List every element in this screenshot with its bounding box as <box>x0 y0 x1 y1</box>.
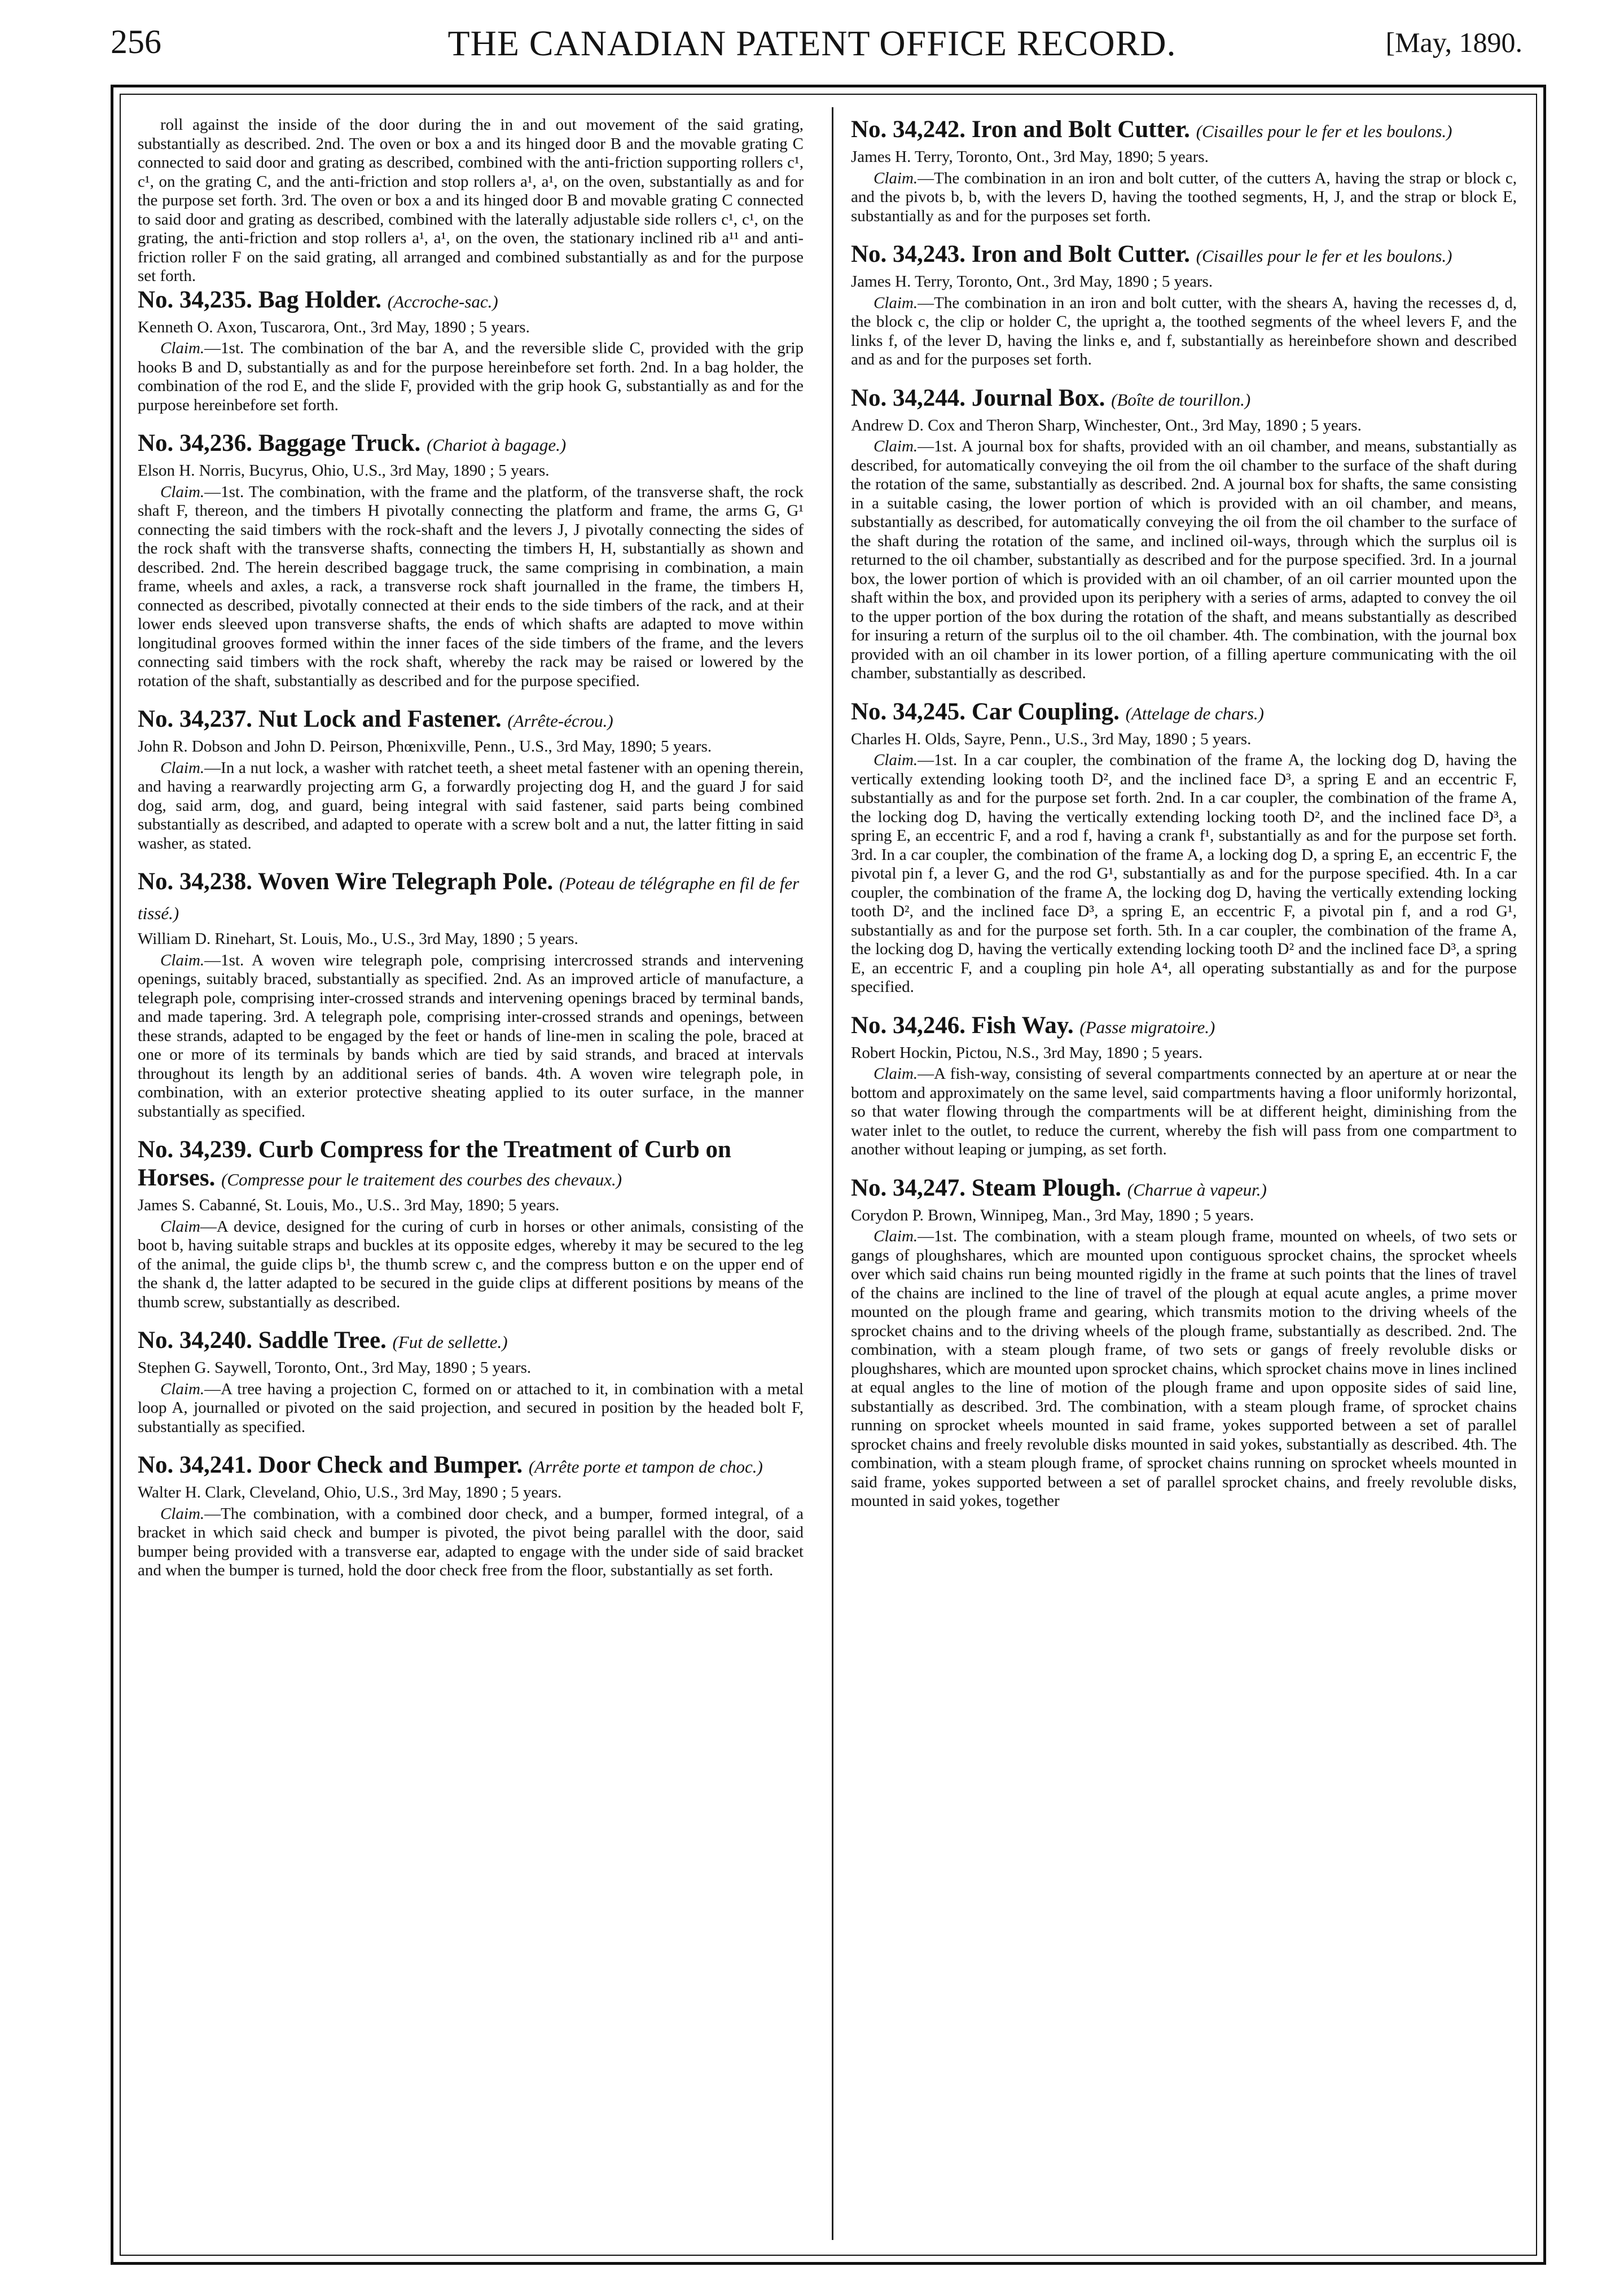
claim-text: —1st. A woven wire telegraph pole, comprising intercrossed strands and intervening openings, suitably braced, substantially as specified. 2nd. As an improved article of manufacture, a telegraph pole, comprising inter-crossed strands and intervening openings braced by terminal bands, and made tapering. 3rd. A telegraph pole, comprising inter-crossed strands and openings, between these strands, adapted to be engaged by the feet or hands of line-men in scaling the pole, braced at one or more of its terminals by bands which are tied by said strands, and braced at intervals throughout its length by an additional series of bands. 4th. A woven wire telegraph pole, in combination, with an exterior protective sheating applied to its outer surface, in the manner substantially as specified. <box>138 951 804 1121</box>
patent-inventor: William D. Rinehart, St. Louis, Mo., U.S., 3rd May, 1890 ; 5 years. <box>138 930 578 948</box>
patent-heading <box>138 429 804 459</box>
patent-heading <box>851 240 1517 270</box>
left-patent-list <box>138 286 804 1580</box>
patent-translation: (Fut de sellette.) <box>392 1332 508 1352</box>
patent-name: Iron and Bolt Cutter. <box>971 116 1190 143</box>
right-column <box>851 116 1517 2243</box>
patent-heading <box>851 116 1517 146</box>
claim-label: Claim. <box>874 1065 918 1083</box>
claim-text: —1st. The combination, with a steam plough frame, mounted on wheels, of two sets or gangs of ploughshares, which are mounted upon contiguous sprocket chains, the sprocket wheels over which said chains run being mounted rigidly in the frame at such points that the lines of travel of the chains are inclined to the line of travel of the plough at equal acute angles, a prime mover mounted on the plough frame and gearing, which transmits motion to the driving wheels of the sprocket chains and to the driving wheels of the plough frame, substantially as described. 2nd. The combination, with a steam plough frame, of two sets or gangs of freely revoluble disks or ploughshares, which are mounted upon sprocket chains, which sprocket chains move in lines inclined at equal angles to the line of motion of the plough frame and upon opposite sides of said line, substantially as described. 3rd. The combination, with a steam plough frame, of sprocket chains running on sprocket wheels mounted in said frame, yokes supported between a set of parallel sprocket chains and freely revoluble disks mounted in said yokes, substantially as described. 4th. The combination, with a steam plough frame, of sprocket chains running on sprocket wheels mounted in said frame, yokes supported between a set of parallel sprocket chains, and freely revoluble disks, mounted in said yokes, together <box>851 1227 1517 1510</box>
patent-entry <box>851 240 1517 370</box>
claim-text: —1st. A journal box for shafts, provided with an oil chamber, and means, substantially as described, for automatically conveying the oil from the oil chamber to the surface of the shaft during the rotation of the same, substantially as described. 2nd. A journal box for shafts, the same consisting in a suitable casing, the lower portion of which is provided with an oil chamber, and means, substantially as described, for automatically conveying the oil from the oil chamber to the surface of the shaft during the rotation of the same, and inclined oil-ways, through which the surplus oil is returned to the oil chamber, substantially as described and for the purpose specified. 3rd. In a journal box, the lower portion of which is provided with an oil chamber, of an oil carrier mounted upon the shaft within the box, and provided upon its periphery with a series of arms, adapted to convey the oil to the upper portion of the box during the rotation of the shaft, and means substantially as described for insuring a return of the surplus oil to the oil chamber. 4th. The combination, with the journal box provided with an oil chamber in its lower portion, of a filling aperture communicating with the oil chamber, substantially as described. <box>851 437 1517 682</box>
claim-text: —The combination, with a combined door check, and a bumper, formed integral, of a bracket in which said check and bumper is pivoted, the pivot being parallel with the door, said bumper being provided with a transverse ear, adapted to engage with the under side of said bracket and when the bumper is turned, hold the door check free from the floor, substantially as set forth. <box>138 1504 804 1579</box>
patent-entry <box>851 1174 1517 1511</box>
patent-name: Steam Plough. <box>971 1174 1121 1201</box>
patent-claim <box>138 483 804 691</box>
patent-entry <box>138 868 804 1121</box>
patent-entry <box>851 116 1517 226</box>
claim-label: Claim. <box>874 437 918 455</box>
patent-number: No. 34,246. <box>851 1012 966 1039</box>
claim-text: —A tree having a projection C, formed on or attached to it, in combination with a metal loop A, journalled or pivoted on the said projection, and secured in position by the headed bolt F, substantially as specified. <box>138 1380 804 1436</box>
patent-claim <box>851 751 1517 997</box>
claim-text: —A device, designed for the curing of curb in horses or other animals, consisting of the boot b, having suitable straps and buckles at its opposite edges, whereby it may be secured to the leg of the animal, the guide clips b¹, the thumb screw c, and the compress button e on the upper end of the shank d, the latter adapted to be secured in the guide clips at different positions by means of the thumb screw, substantially as described. <box>138 1217 804 1311</box>
patent-name: Car Coupling. <box>971 698 1120 725</box>
patent-claim <box>138 759 804 854</box>
patent-number: No. 34,244. <box>851 384 966 411</box>
patent-inventor: James S. Cabanné, St. Louis, Mo., U.S.. 3rd May, 1890; 5 years. <box>138 1196 560 1214</box>
patent-number: No. 34,240. <box>138 1327 253 1354</box>
patent-translation: (Boîte de tourillon.) <box>1111 389 1251 410</box>
patent-number: No. 34,243. <box>851 241 966 267</box>
claim-text: —In a nut lock, a washer with ratchet teeth, a sheet metal fastener with an opening therein, and having a rearwardly projecting arm G, a forwardly projecting dog H, and the guard J for said dog, said arm, dog, and guard, being integral with said fastener, said parts being combined substantially as described, and adapted to operate with a screw bolt and a nut, the latter fitting in said washer, as stated. <box>138 758 804 853</box>
patent-heading <box>851 698 1517 728</box>
patent-entry <box>138 429 804 691</box>
patent-translation: (Arrête-écrou.) <box>507 711 613 731</box>
left-column <box>138 116 804 2243</box>
claim-text: —The combination in an iron and bolt cutter, with the shears A, having the recesses d, d, the block c, the clip or holder C, the upright a, the toothed segments of the wheel levers F, and the links f, of the lever D, having the links e, and f, substantially as hereinbefore shown and described and as and for the purposes set forth. <box>851 293 1517 368</box>
patent-number: No. 34,242. <box>851 116 966 143</box>
claim-label: Claim. <box>160 758 205 777</box>
patent-number: No. 34,247. <box>851 1174 966 1201</box>
patent-translation: (Charrue à vapeur.) <box>1127 1179 1267 1200</box>
patent-translation: (Accroche-sac.) <box>387 291 498 311</box>
patent-claim <box>138 1218 804 1312</box>
patent-inventor: Elson H. Norris, Bucyrus, Ohio, U.S., 3rd May, 1890 ; 5 years. <box>138 462 550 480</box>
patent-heading <box>851 1174 1517 1204</box>
patent-number: No. 34,241. <box>138 1452 253 1478</box>
right-patent-list <box>851 116 1517 1511</box>
patent-name: Saddle Tree. <box>258 1327 387 1354</box>
claim-label: Claim. <box>160 482 205 501</box>
journal-title: THE CANADIAN PATENT OFFICE RECORD. <box>447 23 1177 63</box>
patent-translation: (Cisailles pour le fer et les boulons.) <box>1196 246 1452 266</box>
patent-number: No. 34,238. <box>138 868 253 895</box>
claim-label: Claim. <box>874 751 918 769</box>
claim-text: —1st. The combination, with the frame and the platform, of the transverse shaft, the rock shaft F, thereon, and the timbers H pivotally connecting the platform and frame, the arms G, G¹ connecting the said timbers with the rock-shaft and the levers J, J pivotally connecting the sides of the rock shaft with the transverse shafts, connecting the timbers H, H, substantially as shown and described. 2nd. The herein described baggage truck, the same comprising in combination, a main frame, wheels and axles, a rack, a transverse rock shaft journalled in the frame, the timbers H, connected as described, pivotally connected at their ends to the side timbers of the rack, and at their lower ends sleeved upon transverse shafts, the ends of which shafts are adapted to move within longitudinal grooves formed within the inner faces of the side timbers of the frame, and the levers connecting said timbers with the rock shaft, whereby the rack may be raised or lowered by the rotation of the shaft, substantially as described and for the purpose specified. <box>138 482 804 690</box>
patent-translation: (Arrête porte et tampon de choc.) <box>528 1457 763 1477</box>
column-divider <box>832 107 833 2240</box>
patent-claim <box>851 437 1517 683</box>
patent-claim <box>851 169 1517 226</box>
claim-label: Claim. <box>160 339 205 357</box>
patent-name: Baggage Truck. <box>258 430 421 456</box>
patent-inventor: Walter H. Clark, Cleveland, Ohio, U.S., 3rd May, 1890 ; 5 years. <box>138 1483 562 1501</box>
patent-number: No. 34,237. <box>138 706 253 732</box>
patent-inventor: Robert Hockin, Pictou, N.S., 3rd May, 1890 ; 5 years. <box>851 1043 1203 1062</box>
patent-entry <box>138 705 804 853</box>
patent-claim <box>851 1065 1517 1159</box>
patent-translation: (Compresse pour le traitement des courbes des chevaux.) <box>221 1170 622 1189</box>
patent-name: Bag Holder. <box>258 286 382 313</box>
patent-translation: (Poteau de télégraphe en fil de fer tissé.) <box>138 873 800 923</box>
patent-heading <box>851 384 1517 414</box>
patent-inventor: James H. Terry, Toronto, Ont., 3rd May, 1890 ; 5 years. <box>851 273 1213 291</box>
claim-label: Claim. <box>874 169 918 187</box>
claim-label: Claim. <box>160 951 205 969</box>
claim-text: —The combination in an iron and bolt cutter, of the cutters A, having the strap or block c, and the pivots b, b, with the levers D, having the toothed segments, H, J, and the strap or block E, substantially as and for the purposes set forth. <box>851 169 1517 225</box>
patent-claim <box>138 1505 804 1580</box>
patent-entry <box>851 384 1517 683</box>
patent-heading <box>138 1451 804 1481</box>
patent-heading <box>138 1327 804 1356</box>
patent-entry <box>851 698 1517 997</box>
patent-inventor: Corydon P. Brown, Winnipeg, Man., 3rd May, 1890 ; 5 years. <box>851 1206 1254 1224</box>
claim-text: —1st. The combination of the bar A, and the reversible slide C, provided with the grip hooks B and D, substantially as and for the purpose hereinbefore set forth. 2nd. In a bag holder, the combination of the rod E, and the slide F, provided with the grip hook G, substantially as and for the purpose hereinbefore set forth. <box>138 339 804 414</box>
patent-name: Iron and Bolt Cutter. <box>971 241 1190 267</box>
claim-text: —A fish-way, consisting of several compartments connected by an aperture at or near the bottom and approximately on the same level, said compartments having a floor uniformly horizontal, so that water flowing through the compartments will be at different height, diminishing from the water inlet to the outlet, to reduce the current, whereby the fish will pass from one compartment to another without leaping or jumping, as set forth. <box>851 1065 1517 1158</box>
patent-entry <box>138 286 804 415</box>
page-number: 256 <box>111 23 161 60</box>
patent-inventor: Andrew D. Cox and Theron Sharp, Winchester, Ont., 3rd May, 1890 ; 5 years. <box>851 416 1362 434</box>
patent-entry <box>138 1327 804 1437</box>
issue-date: [May, 1890. <box>1385 27 1522 58</box>
patent-inventor: Stephen G. Saywell, Toronto, Ont., 3rd May, 1890 ; 5 years. <box>138 1359 532 1377</box>
patent-name: Fish Way. <box>971 1012 1074 1039</box>
patent-heading <box>138 286 804 316</box>
claim-label: Claim. <box>160 1380 205 1398</box>
patent-claim <box>851 294 1517 370</box>
patent-translation: (Passe migratoire.) <box>1079 1017 1215 1037</box>
patent-number: No. 34,236. <box>138 430 253 456</box>
patent-name: Woven Wire Telegraph Pole. <box>258 868 554 895</box>
patent-heading <box>851 1012 1517 1042</box>
patent-inventor: John R. Dobson and John D. Peirson, Phœnixville, Penn., U.S., 3rd May, 1890; 5 years. <box>138 737 712 756</box>
patent-entry <box>138 1136 804 1312</box>
patent-claim <box>138 339 804 415</box>
claim-label: Claim. <box>160 1504 205 1523</box>
patent-name: Journal Box. <box>971 384 1105 411</box>
page-header <box>0 23 1624 68</box>
patent-name: Nut Lock and Fastener. <box>258 706 502 732</box>
claim-label: Claim <box>160 1217 200 1236</box>
patent-heading <box>138 705 804 735</box>
patent-claim <box>138 1380 804 1437</box>
patent-entry <box>851 1012 1517 1159</box>
patent-inventor: James H. Terry, Toronto, Ont., 3rd May, 1890; 5 years. <box>851 148 1209 166</box>
patent-number: No. 34,245. <box>851 698 966 725</box>
claim-label: Claim. <box>874 1227 918 1245</box>
continued-claim-text: roll against the inside of the door during the in and out movement of the said grating, substantially as described. 2nd. The oven or box a and its hinged door B and the movable grating C connected to said door and grating as described, combined with the anti-friction supporting rollers c¹, c¹, on the grating C, and the anti-friction and stop rollers a¹, a¹, on the oven, substantially as and for the purpose set forth. 3rd. The oven or box a and its hinged door B and movable grating C connected to said door and grating as described, combined with the laterally adjustable side rollers c¹, c¹, on the grating, the anti-friction and stop rollers a¹, a¹, on the oven, the stationary inclined rib a¹¹ and anti-friction roller F on the said grating, all arranged and combined substantially as and for the purpose set forth. <box>138 116 804 285</box>
patent-translation: (Chariot à bagage.) <box>427 435 567 455</box>
patent-claim <box>138 951 804 1122</box>
patent-entry <box>138 1451 804 1580</box>
patent-name: Door Check and Bumper. <box>258 1452 523 1478</box>
patent-inventor: Kenneth O. Axon, Tuscarora, Ont., 3rd May, 1890 ; 5 years. <box>138 318 530 336</box>
patent-heading <box>138 1136 804 1194</box>
patent-translation: (Cisailles pour le fer et les boulons.) <box>1196 121 1452 141</box>
claim-label: Claim. <box>874 293 918 312</box>
claim-text: —1st. In a car coupler, the combination of the frame A, the locking dog D, having the vertically extending looking tooth D², and the inclined face D³, a spring E and an eccentric F, substantially as and for the purpose set forth. 2nd. In a car coupler, the combination of the frame A, the locking dog D, having the vertically extending locking tooth D², and the inclined face D³, a spring E, an eccentric F, and a rod f, having a crank f¹, substantially as and for the purpose set forth. 3rd. In a car coupler, the combination of the frame A, a locking dog D, a spring E, an eccentric F, the pivotal pin f, a lever G, and the rod G¹, substantially as and for the purpose specified. 4th. In a car coupler, the combination of the frame A, the locking dog D, having the vertically extending locking tooth D², and the inclined face D³, a spring E, an eccentric F, a pivotal pin f, and a rod G¹, substantially as and for the purpose set forth. 5th. In a car coupler, the combination of the frame A, the locking dog D, having the vertically extending locking tooth D² and the inclined face D³, a spring E, an eccentric F, and a coupling pin hole A⁴, all operating substantially as and for the purpose specified. <box>851 751 1517 996</box>
patent-number: No. 34,239. <box>138 1136 253 1163</box>
patent-claim <box>851 1227 1517 1511</box>
patent-inventor: Charles H. Olds, Sayre, Penn., U.S., 3rd May, 1890 ; 5 years. <box>851 730 1252 748</box>
patent-translation: (Attelage de chars.) <box>1125 703 1264 723</box>
patent-heading <box>138 868 804 928</box>
patent-name: Curb Compress for the Treatment of Curb on Horses. <box>138 1136 731 1191</box>
patent-number: No. 34,235. <box>138 286 253 313</box>
